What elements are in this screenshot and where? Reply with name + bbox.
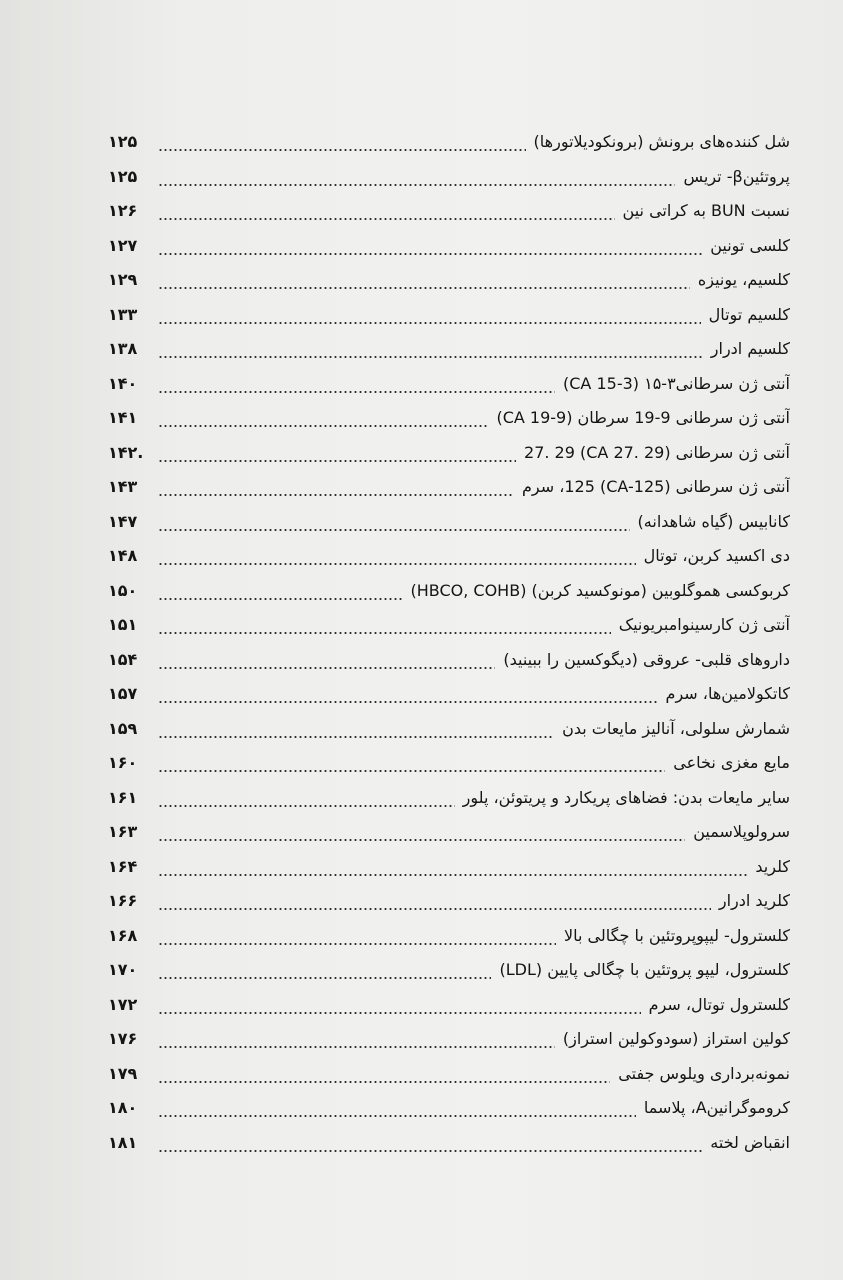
dot-leader bbox=[158, 305, 701, 325]
dot-leader bbox=[158, 857, 747, 877]
toc-entry bbox=[108, 737, 790, 773]
dot-leader bbox=[158, 719, 554, 739]
toc-entry bbox=[108, 910, 790, 946]
toc-entry bbox=[108, 289, 790, 325]
dot-leader bbox=[158, 167, 675, 187]
dot-leader bbox=[158, 443, 516, 463]
toc-entry-title: کلرید bbox=[755, 856, 790, 876]
toc-entry-title: شمارش سلولی، آنالیز مایعات بدن bbox=[562, 718, 790, 738]
toc-entry-title: پروتئینβ- تریس bbox=[683, 166, 790, 186]
toc-entry-page: ۱۸۱ bbox=[108, 1132, 138, 1152]
toc-entry bbox=[108, 496, 790, 532]
toc-entry bbox=[108, 944, 790, 980]
toc-entry-page: ۱۵۷ bbox=[108, 684, 138, 703]
dot-leader bbox=[158, 995, 641, 1015]
toc-entry-title: انقباض لخته bbox=[710, 1132, 790, 1152]
toc-entry-title: کولین استراز (سودوکولین استراز) bbox=[562, 1029, 790, 1048]
dot-leader bbox=[158, 960, 491, 980]
dot-leader bbox=[158, 788, 455, 808]
toc-entry-page: ۱۳۳ bbox=[108, 304, 138, 324]
toc-entry-page: ۱۸۰ bbox=[108, 1098, 138, 1117]
toc-entry bbox=[108, 1082, 790, 1118]
toc-entry-page: ۱۴۱ bbox=[108, 408, 138, 427]
toc-entry-page: ۱۶۱ bbox=[108, 787, 138, 807]
toc-entry-page: ۱۶۳ bbox=[108, 822, 138, 841]
toc-entry-page: ۱۲۹ bbox=[108, 270, 138, 289]
toc-entry bbox=[108, 427, 790, 463]
toc-entry bbox=[108, 772, 790, 808]
toc-entry bbox=[108, 1117, 790, 1153]
toc-entry-title: کلرید ادرار bbox=[718, 891, 790, 910]
dot-leader bbox=[158, 926, 556, 946]
toc-entry bbox=[108, 116, 790, 152]
dot-leader bbox=[158, 374, 555, 394]
toc-entry bbox=[108, 703, 790, 739]
toc-entry bbox=[108, 185, 790, 221]
toc-entry-title: کربوکسی هموگلوبین (مونوکسید کربن) (HBCO, COHB) bbox=[410, 580, 790, 600]
dot-leader bbox=[158, 650, 495, 670]
dot-leader bbox=[158, 1098, 636, 1118]
toc-entry bbox=[108, 1013, 790, 1049]
dot-leader bbox=[158, 270, 690, 290]
toc-entry-page: ۱۲۵ bbox=[108, 166, 138, 186]
toc-entry-page: ۱۵۴ bbox=[108, 649, 138, 669]
toc-entry bbox=[108, 530, 790, 566]
toc-entry-page: ۱۴۸ bbox=[108, 546, 138, 565]
toc-entry-page: ۱۵۹ bbox=[108, 718, 138, 738]
toc-entry bbox=[108, 599, 790, 635]
toc-entry bbox=[108, 151, 790, 187]
toc-entry-title: آنتی ژن سرطانی (CA 27. 29) 27. 29 bbox=[524, 442, 790, 462]
toc-entry-title: نسبت BUN به کراتی نین bbox=[622, 201, 790, 220]
toc-entry bbox=[108, 461, 790, 497]
toc-entry-title: کروموگرانینA، پلاسما bbox=[643, 1098, 790, 1117]
toc-entry-title: شل کننده‌های برونش (برونکودیلاتورها) bbox=[533, 132, 790, 151]
toc-entry-title: آنتی ژن سرطانی (CA-125) 125، سرم bbox=[521, 477, 790, 496]
toc-entry-title: کلسیم ادرار bbox=[710, 339, 790, 358]
toc-entry-title: کلسترول- لیپوپروتئین با چگالی بالا bbox=[564, 925, 790, 945]
dot-leader bbox=[158, 891, 711, 911]
toc-entry bbox=[108, 634, 790, 670]
dot-leader bbox=[158, 1064, 610, 1084]
toc-entry-title: کلسیم توتال bbox=[708, 304, 790, 324]
toc-entry-title: سایر مایعات بدن: فضاهای پریکارد و پریتوئن، پلور bbox=[462, 787, 790, 807]
dot-leader bbox=[158, 684, 658, 704]
toc-entry-page: ۱۲۶ bbox=[108, 201, 138, 220]
dot-leader bbox=[158, 132, 526, 152]
dot-leader bbox=[158, 822, 685, 842]
toc-entry-title: کانابیس (گیاه شاهدانه) bbox=[637, 511, 790, 531]
toc-entry-page: ۱۷۲ bbox=[108, 994, 138, 1014]
toc-entry-page: ۱۷۹ bbox=[108, 1063, 138, 1083]
toc-entry bbox=[108, 1048, 790, 1084]
toc-entry bbox=[108, 841, 790, 877]
toc-entry-page: ۱۵۱ bbox=[108, 615, 138, 634]
table-of-contents bbox=[108, 116, 790, 1196]
toc-entry-page: ۱۷۰ bbox=[108, 960, 138, 979]
toc-entry-page: ۱۴۷ bbox=[108, 511, 138, 531]
toc-entry-page: ۱۲۵ bbox=[108, 132, 138, 151]
dot-leader bbox=[158, 201, 615, 221]
toc-entry-page: ۱۴۳ bbox=[108, 477, 138, 496]
dot-leader bbox=[158, 546, 636, 566]
toc-entry-title: نمونه‌برداری ویلوس جفتی bbox=[618, 1063, 790, 1083]
toc-entry-title: آنتی ژن سرطانی۳-۱۵ (CA 15-3) bbox=[563, 373, 790, 393]
dot-leader bbox=[158, 236, 702, 256]
toc-entry bbox=[108, 806, 790, 842]
dot-leader bbox=[158, 753, 665, 773]
toc-entry-page: ۱۲۷ bbox=[108, 235, 138, 255]
toc-entry-title: کلسترول، لیپو پروتئین با چگالی پایین (LDL) bbox=[499, 960, 790, 979]
toc-entry-title: آنتی ژن کارسینوامبریونیک bbox=[618, 615, 790, 634]
dot-leader bbox=[158, 1133, 702, 1153]
toc-entry-title: مایع مغزی نخاعی bbox=[673, 753, 790, 772]
toc-entry-title: سرولوپلاسمین bbox=[693, 822, 790, 841]
toc-entry bbox=[108, 565, 790, 601]
toc-entry-title: آنتی ژن سرطانی 9-19 سرطان (CA 19-9) bbox=[496, 408, 790, 427]
toc-entry-page: ۱۴۰ bbox=[108, 373, 138, 393]
toc-entry-page: ۱۳۸ bbox=[108, 339, 138, 358]
toc-entry-title: کاتکولامین‌ها، سرم bbox=[665, 684, 790, 703]
dot-leader bbox=[158, 615, 611, 635]
dot-leader bbox=[158, 408, 488, 428]
toc-entry-page: ۱۷۶ bbox=[108, 1029, 138, 1048]
toc-entry-title: دی اکسید کربن، توتال bbox=[643, 546, 790, 565]
dot-leader bbox=[158, 477, 514, 497]
dot-leader bbox=[158, 1029, 555, 1049]
toc-entry-title: کلسی تونین bbox=[710, 235, 790, 255]
toc-entry bbox=[108, 668, 790, 704]
toc-entry-title: داروهای قلبی- عروقی (دیگوکسین را ببینید) bbox=[503, 649, 790, 669]
toc-entry-page: ۱۵۰ bbox=[108, 580, 138, 600]
dot-leader bbox=[158, 512, 630, 532]
toc-entry-page: ۱۴۲. bbox=[108, 442, 144, 462]
toc-entry-title: کلسترول توتال، سرم bbox=[648, 994, 790, 1014]
toc-entry-page: ۱۶۴ bbox=[108, 856, 138, 876]
dot-leader bbox=[158, 339, 703, 359]
toc-entry bbox=[108, 392, 790, 428]
toc-entry bbox=[108, 254, 790, 290]
toc-entry bbox=[108, 979, 790, 1015]
toc-entry bbox=[108, 323, 790, 359]
toc-entry bbox=[108, 875, 790, 911]
toc-entry-page: ۱۶۸ bbox=[108, 925, 138, 945]
toc-entry-page: ۱۶۶ bbox=[108, 891, 138, 910]
toc-entry-title: کلسیم، یونیزه bbox=[697, 270, 790, 289]
toc-entry-page: ۱۶۰ bbox=[108, 753, 138, 772]
dot-leader bbox=[158, 581, 403, 601]
toc-entry bbox=[108, 358, 790, 394]
toc-entry bbox=[108, 220, 790, 256]
